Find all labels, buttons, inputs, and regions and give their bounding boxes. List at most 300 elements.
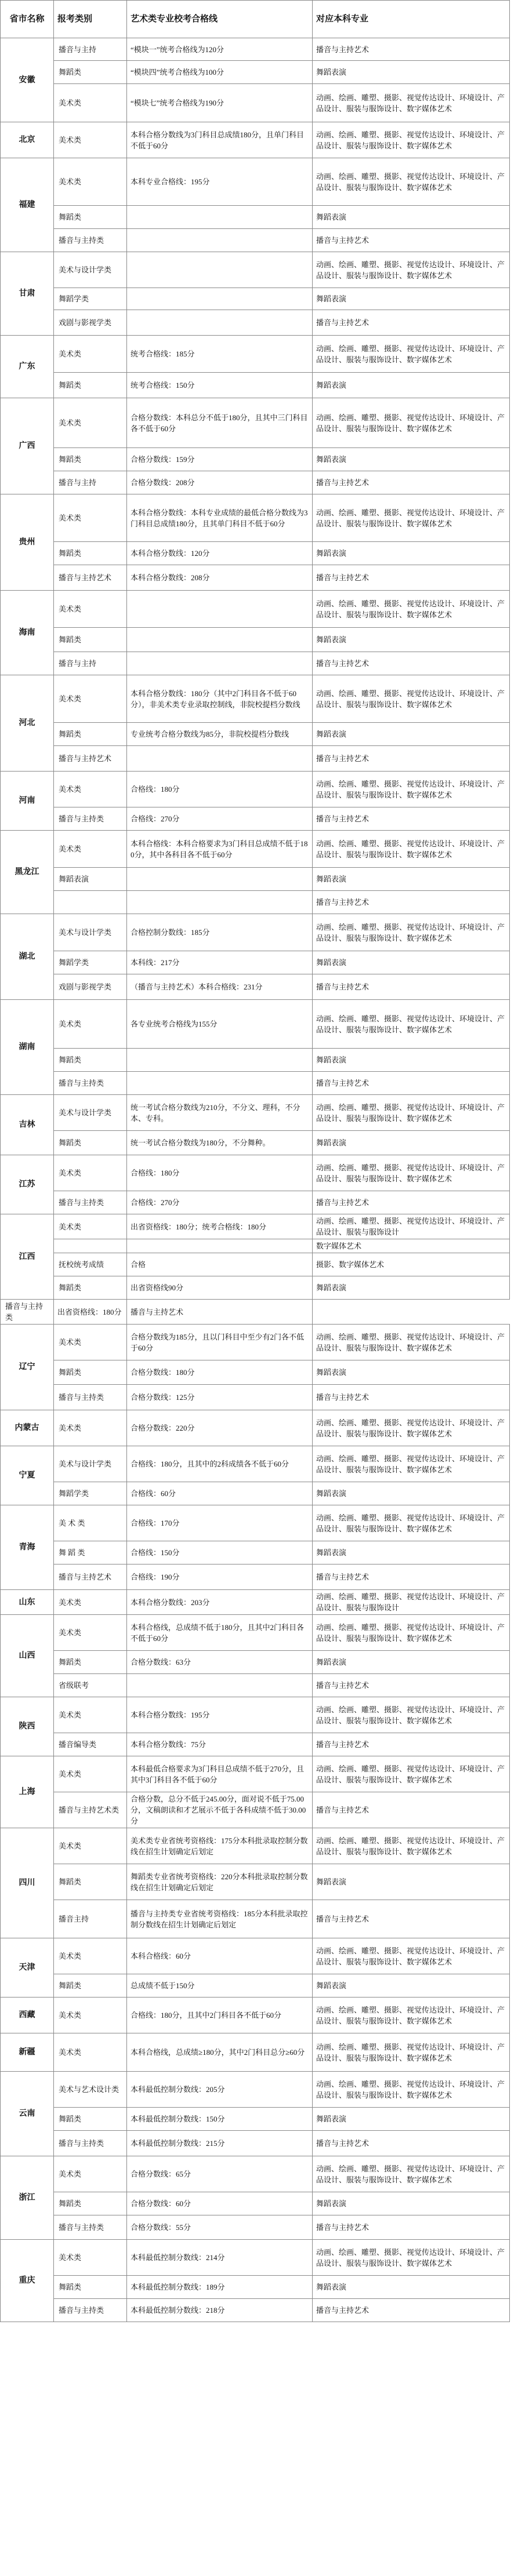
pass-line-cell: 出省资格线：180分；统考合格线：180分 [127,1214,313,1239]
major-cell: 舞蹈表演 [313,288,510,310]
pass-line-cell [127,1072,313,1095]
province-cell: 山西 [1,1615,54,1697]
category-cell: 美术类 [54,84,127,122]
major-cell: 播音与主持艺术 [313,1564,510,1590]
category-cell: 播音与主持类 [54,2299,127,2322]
table-row [1,122,510,158]
pass-line-cell: 合格分数线：159分 [127,448,313,471]
table-row [1,1674,510,1697]
table-row [1,772,510,807]
pass-line-cell: 统一考试合格分数线为210分，不分文、理科，不分本、专科。 [127,1095,313,1131]
category-cell: 舞蹈类 [54,2192,127,2215]
major-cell: 舞蹈表演 [313,1049,510,1072]
table-row [1,1590,510,1615]
major-cell: 播音与主持艺术 [313,2215,510,2240]
province-cell: 甘肃 [1,252,54,336]
pass-line-cell: “模块七”统考合格线为190分 [127,84,313,122]
pass-line-cell: 各专业统考合格线为155分 [127,1000,313,1049]
major-cell: 播音与主持艺术 [313,807,510,831]
category-cell: 舞蹈学类 [54,1482,127,1505]
pass-line-cell [127,652,313,675]
major-cell: 舞蹈表演 [313,1651,510,1674]
table-row [1,1864,510,1900]
table-row [1,2299,510,2322]
pass-line-cell: 舞蹈类专业省统考资格线：220分本科批录取控制分数线在招生计划确定后划定 [127,1864,313,1900]
pass-line-cell: （播音与主持艺术）本科合格线：231分 [127,974,313,1000]
major-cell: 动画、绘画、雕塑、摄影、视觉传达设计、环境设计、产品设计、服装与服饰设计、数字媒体艺术 [313,772,510,807]
major-cell: 播音与主持艺术 [313,974,510,1000]
province-cell: 重庆 [1,2240,54,2322]
pass-line-cell: 合格 [127,1253,313,1276]
major-cell: 动画、绘画、雕塑、摄影、视觉传达设计、环境设计、产品设计、服装与服饰设计、数字媒体艺术 [313,1505,510,1541]
major-cell: 动画、绘画、雕塑、摄影、视觉传达设计、环境设计、产品设计、服装与服饰设计、数字媒体艺术 [313,1938,510,1974]
pass-line-cell: 本科最低控制分数线：205分 [127,2072,313,2108]
pass-line-cell: 专业统考合格分数线为85分，非院校提档分数线 [127,723,313,746]
category-cell: 播音与主持 [54,471,127,494]
table-row [1,2156,510,2192]
major-cell: 动画、绘画、雕塑、摄影、视觉传达设计、环境设计、产品设计、服装与服饰设计、数字媒体艺术 [313,1410,510,1446]
province-cell: 上海 [1,1756,54,1828]
table-row [1,1697,510,1733]
province-cell: 天津 [1,1938,54,1998]
major-cell: 动画、绘画、雕塑、摄影、视觉传达设计、环境设计、产品设计、服装与服饰设计、数字媒体艺术 [313,494,510,542]
major-cell: 播音与主持艺术 [313,1792,510,1828]
category-cell: 舞蹈类 [54,373,127,398]
major-cell: 舞蹈表演 [313,1864,510,1900]
table-row [1,84,510,122]
pass-line-cell [127,1049,313,1072]
province-cell: 新疆 [1,2033,54,2072]
major-cell: 舞蹈表演 [313,1360,510,1385]
province-cell: 海南 [1,591,54,675]
major-cell: 舞蹈表演 [313,2276,510,2299]
pass-line-cell: 合格线：180分，且其中2门科目各不低于60分 [127,1998,313,2033]
province-cell: 湖南 [1,1000,54,1095]
province-cell: 广东 [1,336,54,398]
major-cell: 动画、绘画、雕塑、摄影、视觉传达设计、环境设计、产品设计、服装与服饰设计、数字媒体艺术 [313,1446,510,1482]
table-row [1,2276,510,2299]
pass-line-cell: 合格分数线：125分 [127,1385,313,1410]
category-cell: 美术与设计学类 [54,1446,127,1482]
pass-line-cell: 合格分数线：65分 [127,2156,313,2192]
table-row [1,252,510,288]
category-cell: 播音主持 [54,1900,127,1938]
pass-line-cell: 合格控制分数线：185分 [127,914,313,951]
table-row [1,288,510,310]
header-category: 报考类别 [54,1,127,38]
province-cell: 陕西 [1,1697,54,1756]
category-cell: 舞蹈类 [54,723,127,746]
major-cell: 播音与主持艺术 [313,891,510,914]
table-row [1,1300,510,1325]
pass-line-cell: 本科最低控制分数线：214分 [127,2240,313,2276]
major-cell: 数字媒体艺术 [313,1239,510,1253]
province-cell: 吉林 [1,1095,54,1155]
category-cell: 舞蹈类 [54,1049,127,1072]
table-body [1,38,510,2322]
table-row [1,1360,510,1385]
table-row [1,398,510,448]
major-cell: 舞蹈表演 [313,1131,510,1155]
pass-line-cell: 总成绩不低于150分 [127,1974,313,1998]
province-cell: 辽宁 [1,1325,54,1410]
pass-line-cell [127,229,313,252]
category-cell: 美术类 [54,772,127,807]
pass-line-cell [127,746,313,772]
category-cell: 美 术 类 [54,1505,127,1541]
major-cell: 舞蹈表演 [313,1541,510,1564]
category-cell: 舞蹈类 [54,2276,127,2299]
pass-line-cell [127,628,313,652]
province-cell: 河南 [1,772,54,831]
pass-line-cell: 本科专业合格线：195分 [127,158,313,206]
header-row [1,1,510,38]
pass-line-cell: “模块一”统考合格线为120分 [127,38,313,61]
category-cell: 播音与主持类 [54,1385,127,1410]
category-cell: 播音与主持类 [1,1300,54,1325]
table-row [1,914,510,951]
province-cell: 广西 [1,398,54,494]
category-cell: 舞蹈类 [54,1131,127,1155]
major-cell: 舞蹈表演 [313,1482,510,1505]
pass-line-cell [127,288,313,310]
province-cell: 青海 [1,1505,54,1590]
table-row [1,807,510,831]
category-cell: 舞蹈类 [54,1651,127,1674]
pass-line-cell: 本科线：217分 [127,951,313,974]
major-cell: 动画、绘画、雕塑、摄影、视觉传达设计、环境设计、产品设计、服装与服饰设计、数字媒体艺术 [313,2033,510,2072]
table-row [1,891,510,914]
province-cell: 江西 [1,1214,54,1300]
table-row [1,2072,510,2108]
category-cell [54,1239,127,1253]
category-cell: 戏剧与影视学类 [54,974,127,1000]
category-cell: 美术与设计学类 [54,252,127,288]
pass-line-cell: 合格分数线：63分 [127,1651,313,1674]
table-row [1,1541,510,1564]
table-row [1,61,510,84]
major-cell: 播音与主持艺术 [313,2131,510,2156]
category-cell: 美术类 [54,831,127,868]
major-cell: 动画、绘画、雕塑、摄影、视觉传达设计、环境设计、产品设计、服装与服饰设计、数字媒体艺术 [313,1095,510,1131]
pass-line-cell: 本科合格分数线：203分 [127,1590,313,1615]
table-row [1,1938,510,1974]
major-cell: 播音与主持艺术 [127,1300,313,1325]
pass-line-cell: 本科合格分数线：本科专业成绩的最低合格分数线为3门科目总成绩180分，且其单门科目不低于60分 [127,494,313,542]
pass-line-cell: 合格分数线：220分 [127,1410,313,1446]
category-cell: 舞蹈类 [54,448,127,471]
province-cell: 福建 [1,158,54,252]
pass-line-cell [127,206,313,229]
province-cell: 浙江 [1,2156,54,2240]
table-row [1,2215,510,2240]
table-row [1,1446,510,1482]
category-cell: 舞蹈学类 [54,288,127,310]
pass-line-cell: 本科最低控制分数线：189分 [127,2276,313,2299]
category-cell: 美术类 [54,1325,127,1360]
category-cell: 播音编导类 [54,1733,127,1756]
category-cell: 播音与主持 [54,652,127,675]
table-row [1,1253,510,1276]
category-cell: 舞蹈类 [54,1864,127,1900]
category-cell: 美术类 [54,591,127,628]
pass-line-cell: 合格分数线为185分，且以门科目中至少有2门各不低于60分 [127,1325,313,1360]
table-row [1,1239,510,1253]
category-cell: 美术类 [54,2240,127,2276]
category-cell: 美术类 [54,1615,127,1651]
table-row [1,206,510,229]
major-cell: 动画、绘画、雕塑、摄影、视觉传达设计、环境设计、产品设计、服装与服饰设计、数字媒体艺术 [313,831,510,868]
province-cell: 云南 [1,2072,54,2156]
table-row [1,1155,510,1191]
category-cell: 美术类 [54,1828,127,1864]
major-cell: 播音与主持艺术 [313,746,510,772]
province-cell: 江苏 [1,1155,54,1214]
category-cell: 播音与主持类 [54,229,127,252]
table-row [1,746,510,772]
table-row [1,652,510,675]
pass-line-cell: 合格分数，总分不低于245.00分，面对说不低于75.00分，文稿朗读和才艺展示不低于各科成绩不低于30.00分 [127,1792,313,1828]
major-cell: 舞蹈表演 [313,628,510,652]
category-cell: 美术类 [54,2033,127,2072]
category-cell: 美术类 [54,1155,127,1191]
pass-line-cell: 本科合格分数线：208分 [127,565,313,591]
major-cell: 动画、绘画、雕塑、摄影、视觉传达设计、环境设计、产品设计、服装与服饰设计 [313,1590,510,1615]
table-row [1,336,510,373]
major-cell: 舞蹈表演 [313,61,510,84]
category-cell: 播音与主持艺术类 [54,1792,127,1828]
major-cell: 动画、绘画、雕塑、摄影、视觉传达设计、环境设计、产品设计、服装与服饰设计、数字媒体艺术 [313,1325,510,1360]
category-cell: 美术类 [54,122,127,158]
major-cell: 动画、绘画、雕塑、摄影、视觉传达设计、环境设计、产品设计、服装与服饰设计、数字媒体艺术 [313,675,510,723]
category-cell: 美术类 [54,1590,127,1615]
pass-line-cell: 合格线：180分，且其中的2科成绩各不低于60分 [127,1446,313,1482]
table-row [1,448,510,471]
category-cell: 美术类 [54,494,127,542]
category-cell: 美术与设计学类 [54,1095,127,1131]
pass-line-cell: 本科合格线：60分 [127,1938,313,1974]
table-row [1,1000,510,1049]
major-cell: 动画、绘画、雕塑、摄影、视觉传达设计、环境设计、产品设计、服装与服饰设计、数字媒体艺术 [313,1697,510,1733]
province-cell: 西藏 [1,1998,54,2033]
category-cell: 舞蹈类 [54,1360,127,1385]
major-cell: 动画、绘画、雕塑、摄影、视觉传达设计、环境设计、产品设计、服装与服饰设计、数字媒体艺术 [313,2240,510,2276]
table-row [1,2240,510,2276]
header-province: 省市名称 [1,1,54,38]
category-cell: 戏剧与影视学类 [54,310,127,336]
major-cell: 播音与主持艺术 [313,1385,510,1410]
category-cell: 播音与主持类 [54,1072,127,1095]
major-cell: 动画、绘画、雕塑、摄影、视觉传达设计、环境设计、产品设计、服装与服饰设计、数字媒体艺术 [313,1828,510,1864]
table-row [1,675,510,723]
pass-line-cell: 统考合格线：150分 [127,373,313,398]
category-cell: 美术类 [54,1214,127,1239]
province-cell: 北京 [1,122,54,158]
pass-line-cell: 统考合格线：185分 [127,336,313,373]
table-row [1,2192,510,2215]
table-row [1,2108,510,2131]
province-cell: 四川 [1,1828,54,1938]
pass-line-cell: 本科合格线，总成绩不低于180分，且其中2门科目各不低于60分 [127,1615,313,1651]
category-cell: 美术类 [54,1938,127,1974]
header-major: 对应本科专业 [313,1,510,38]
major-cell: 动画、绘画、雕塑、摄影、视觉传达设计、环境设计、产品设计、服装与服饰设计、数字媒体艺术 [313,398,510,448]
pass-line-cell: 本科合格线，总成绩≥180分，其中2门科目总分≥60分 [127,2033,313,2072]
category-cell: 美术类 [54,1697,127,1733]
major-cell: 播音与主持艺术 [313,1072,510,1095]
table-row [1,1900,510,1938]
pass-line-cell: 本科合格分数线：120分 [127,542,313,565]
major-cell: 动画、绘画、雕塑、摄影、视觉传达设计、环境设计、产品设计、服装与服饰设计、数字媒体艺术 [313,1756,510,1792]
category-cell: 舞蹈表演 [54,868,127,891]
pass-line-cell: 播音与主持类专业省统考资格线：185分本科批录取控制分数线在招生计划确定后划定 [127,1900,313,1938]
table-row [1,591,510,628]
province-cell: 黑龙江 [1,831,54,914]
major-cell: 舞蹈表演 [313,1974,510,1998]
major-cell: 动画、绘画、雕塑、摄影、视觉传达设计、环境设计、产品设计、服装与服饰设计、数字媒体艺术 [313,336,510,373]
major-cell: 动画、绘画、雕塑、摄影、视觉传达设计、环境设计、产品设计、服装与服饰设计、数字媒体艺术 [313,1000,510,1049]
table-row [1,1615,510,1651]
major-cell: 播音与主持艺术 [313,652,510,675]
table-row [1,1482,510,1505]
table-row [1,1385,510,1410]
category-cell: 舞 蹈 类 [54,1541,127,1564]
province-cell: 湖北 [1,914,54,1000]
major-cell: 动画、绘画、雕塑、摄影、视觉传达设计、环境设计、产品设计、服装与服饰设计、数字媒体艺术 [313,1998,510,2033]
major-cell: 动画、绘画、雕塑、摄影、视觉传达设计、环境设计、产品设计、服装与服饰设计、数字媒体艺术 [313,122,510,158]
category-cell: 播音与主持类 [54,807,127,831]
pass-line-cell: 合格分数线：180分 [127,1360,313,1385]
category-cell: 舞蹈类 [54,542,127,565]
major-cell: 动画、绘画、雕塑、摄影、视觉传达设计、环境设计、产品设计、服装与服饰设计、数字媒体艺术 [313,591,510,628]
pass-line-cell: 出省资格线：180分 [54,1300,127,1325]
table-row [1,1049,510,1072]
pass-line-cell: 本科合格线：本科合格要求为3门科目总成绩不低于180分，其中各科目各不低于60分 [127,831,313,868]
table-row [1,373,510,398]
table-row [1,1756,510,1792]
category-cell: 舞蹈类 [54,61,127,84]
major-cell: 动画、绘画、雕塑、摄影、视觉传达设计、环境设计、产品设计、服装与服饰设计、数字媒体艺术 [313,158,510,206]
major-cell: 动画、绘画、雕塑、摄影、视觉传达设计、环境设计、产品设计、服装与服饰设计、数字媒体艺术 [313,1155,510,1191]
major-cell: 舞蹈表演 [313,868,510,891]
major-cell: 播音与主持艺术 [313,2299,510,2322]
table-row [1,1325,510,1360]
major-cell: 动画、绘画、雕塑、摄影、视觉传达设计、环境设计、产品设计、服装与服饰设计、数字媒体艺术 [313,2156,510,2192]
table-row [1,1733,510,1756]
category-cell: 美术与设计学类 [54,914,127,951]
table-row [1,471,510,494]
category-cell: 播音与主持类 [54,1191,127,1214]
category-cell: 播音与主持类 [54,2215,127,2240]
major-cell: 舞蹈表演 [313,2108,510,2131]
pass-line-cell: 合格分数线：55分 [127,2215,313,2240]
major-cell: 摄影、数字媒体艺术 [313,1253,510,1276]
table-row [1,1410,510,1446]
major-cell: 播音与主持艺术 [313,1674,510,1697]
pass-line-cell: 本科合格分数线为3门科目总成绩180分，且单门科目不低于60分 [127,122,313,158]
table-row [1,1072,510,1095]
table-row [1,542,510,565]
major-cell: 舞蹈表演 [313,373,510,398]
pass-line-cell: 合格线：170分 [127,1505,313,1541]
header-pass-line: 艺术类专业校考合格线 [127,1,313,38]
pass-line-cell: 本科最低控制分数线：150分 [127,2108,313,2131]
major-cell: 舞蹈表演 [313,723,510,746]
major-cell: 动画、绘画、雕塑、摄影、视觉传达设计、环境设计、产品设计、服装与服饰设计、数字媒体艺术 [313,84,510,122]
pass-line-cell [127,1674,313,1697]
major-cell: 动画、绘画、雕塑、摄影、视觉传达设计、环境设计、产品设计、服装与服饰设计、数字媒体艺术 [313,914,510,951]
category-cell: 播音与主持艺术 [54,565,127,591]
table-row [1,1998,510,2033]
table-row [1,974,510,1000]
category-cell: 美术类 [54,1998,127,2033]
category-cell: 舞蹈类 [54,2108,127,2131]
table-row [1,1214,510,1239]
major-cell: 播音与主持艺术 [313,310,510,336]
pass-line-cell [127,891,313,914]
province-cell: 安徽 [1,38,54,122]
table-row [1,1974,510,1998]
major-cell: 播音与主持艺术 [313,229,510,252]
table-row [1,1095,510,1131]
category-cell: 美术类 [54,398,127,448]
category-cell: 美术类 [54,2156,127,2192]
pass-line-cell: “模块四”统考合格线为100分 [127,61,313,84]
major-cell: 动画、绘画、雕塑、摄影、视觉传达设计、环境设计、产品设计、服装与服饰设计、数字媒体艺术 [313,1615,510,1651]
category-cell: 抚校统考成绩 [54,1253,127,1276]
province-cell: 河北 [1,675,54,772]
pass-line-cell: 本科合格分数线：180分（其中2门科目各不低于60分），非美术类专业录取控制线，非院校提档分数线 [127,675,313,723]
pass-line-cell [127,252,313,288]
table-row [1,1828,510,1864]
category-cell: 美术类 [54,1000,127,1049]
pass-line-cell: 合格线：180分 [127,772,313,807]
table-row [1,494,510,542]
table-row [1,2033,510,2072]
pass-line-cell: 合格线：270分 [127,1191,313,1214]
pass-line-cell: 合格线：60分 [127,1482,313,1505]
category-cell: 美术类 [54,336,127,373]
category-cell: 美术类 [54,675,127,723]
category-cell [54,891,127,914]
table-row [1,229,510,252]
province-cell: 宁夏 [1,1446,54,1505]
pass-line-cell: 合格线：270分 [127,807,313,831]
category-cell: 播音与主持类 [54,2131,127,2156]
pass-line-cell: 本科合格分数线：75分 [127,1733,313,1756]
table-row [1,1792,510,1828]
table-row [1,310,510,336]
province-cell: 山东 [1,1590,54,1615]
table-row [1,628,510,652]
category-cell: 省级联考 [54,1674,127,1697]
table-row [1,831,510,868]
table-row [1,2131,510,2156]
table-row [1,951,510,974]
table-row [1,723,510,746]
province-cell: 内蒙古 [1,1410,54,1446]
pass-line-cell [127,591,313,628]
major-cell: 动画、绘画、雕塑、摄影、视觉传达设计、环境设计、产品设计、服装与服饰设计、数字媒体艺术 [313,2072,510,2108]
pass-line-cell: 合格线：150分 [127,1541,313,1564]
major-cell: 播音与主持艺术 [313,1191,510,1214]
pass-line-cell: 合格分数线：208分 [127,471,313,494]
major-cell: 舞蹈表演 [313,542,510,565]
pass-line-cell: 本科最低控制分数线：218分 [127,2299,313,2322]
pass-line-cell [127,868,313,891]
category-cell: 美术类 [54,158,127,206]
category-cell: 舞蹈类 [54,1974,127,1998]
